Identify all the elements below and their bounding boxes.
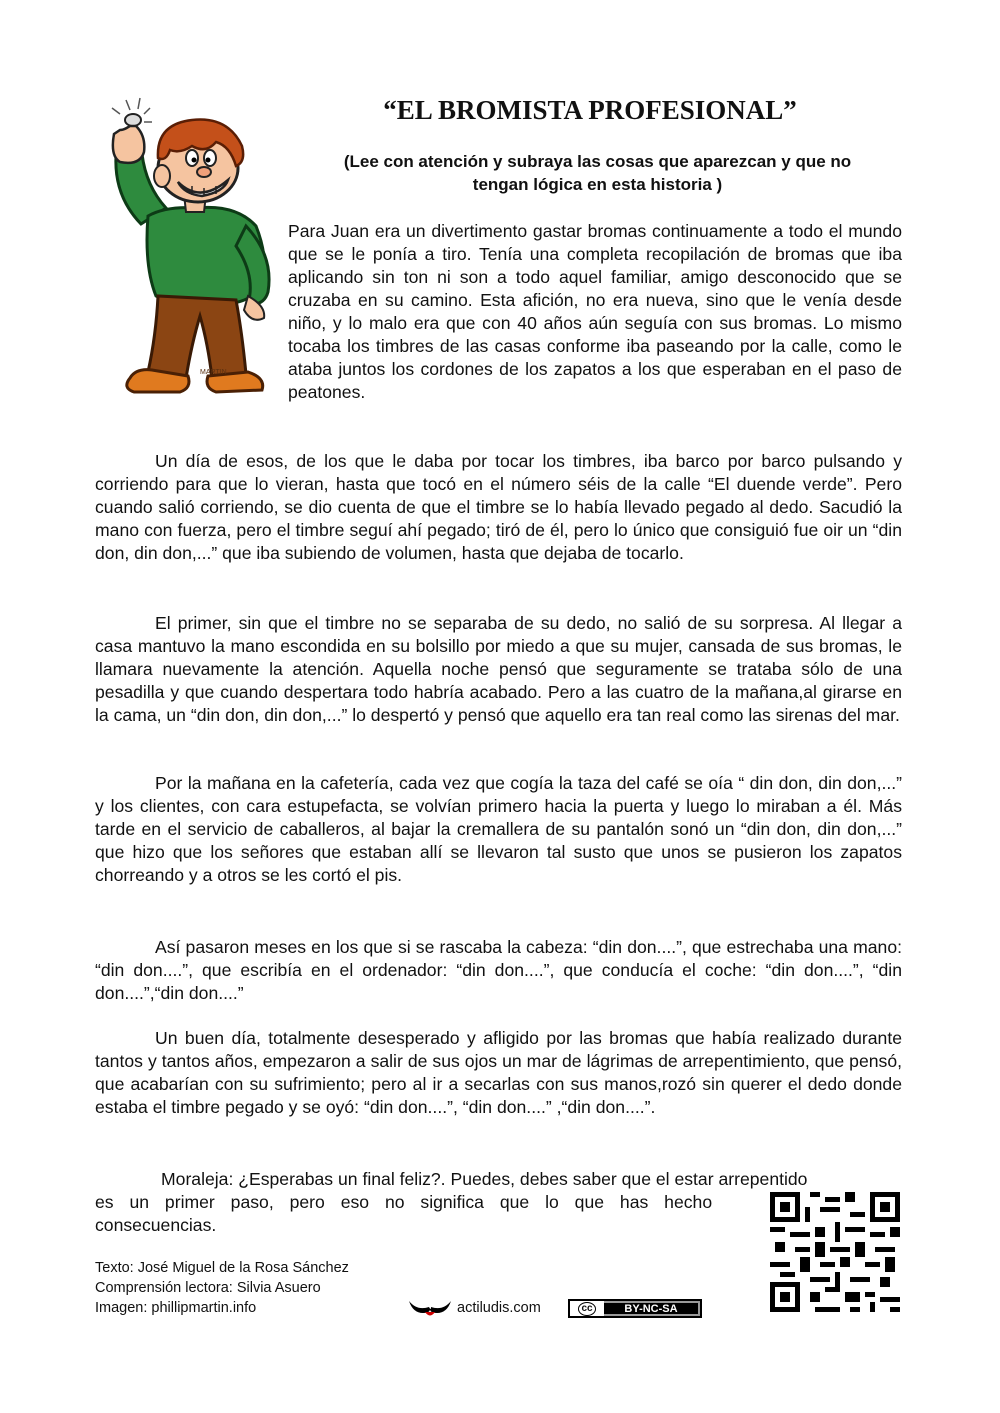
moral-line-3: consecuencias.: [95, 1215, 217, 1235]
instructions-line-2: tengan lógica en esta historia ): [472, 175, 723, 194]
actiludis-logo: [407, 1297, 541, 1319]
cc-symbol: cc: [578, 1302, 596, 1316]
site-name: actiludis.com: [457, 1300, 541, 1316]
credit-image: Imagen: phillipmartin.info: [95, 1300, 257, 1316]
instructions-line-1: (Lee con atención y subraya las cosas que aparezcan y que no: [343, 152, 852, 171]
moral-line-1: Moraleja: ¿Esperabas un final feliz?. Puedes, debes saber que el estar arrepentido: [161, 1169, 808, 1189]
cc-icon: [570, 1301, 604, 1316]
qr-code-icon: [770, 1192, 900, 1312]
story-paragraph-4: Por la mañana en la cafetería, cada vez que cogía la taza del café se oía “ din don, din don,...” y los clientes, con cara estupefacta, se volvían primero hacia la puerta y luego lo miraban a él. Más tarde en el servicio de caballeros, al bajar la cremallera de su pantalón sonó un “din don, din don,...” que hizo que los señores que estaban allí se llevaron tal susto que unos se pusieron los zapatos chorreando y a otros se les cortó el pis.: [95, 773, 902, 885]
story-paragraph-2: Un día de esos, de los que le daba por tocar los timbres, iba barco por barco pulsando y corriendo para que lo vieran, hasta que tocó en el número séis de la calle “El duende verde”. Pero cuando salió corriendo, se dio cuenta de que el timbre se lo había llevado pegado al dedo. Sacudió la mano con fuerza, pero el timbre seguí ahí pegado; tiró de él, pero lo único que consiguió fue oir un “din don, din don,...” que iba subiendo de volumen, hasta que dejaba de tocarlo.: [95, 451, 902, 563]
license-label: BY-NC-SA: [604, 1303, 698, 1314]
instructions: [290, 150, 905, 196]
story-paragraph-6: Un buen día, totalmente desesperado y afligido por las bromas que había realizado durante tantos y tantos años, empezaron a salir de sus ojos un mar de lágrimas de arrepentimiento, que pensó, que acabarían con su sufrimiento; pero al ir a secarlas con sus manos,rozó sin querer el dedo donde estaba el timbre pegado y se oyó: “din don....”, “din don....” ,“din don....”.: [95, 1028, 902, 1117]
boy-with-doorbell-finger-illustration: [96, 96, 286, 406]
credit-text-author: Texto: José Miguel de la Rosa Sánchez: [95, 1260, 349, 1276]
cc-license-badge: [568, 1299, 702, 1318]
illustration-signature: MARTIN: [200, 369, 227, 376]
moral-line-2: es un primer paso, pero eso no significa que lo que has hecho: [95, 1192, 713, 1212]
story-paragraph-5: Así pasaron meses en los que si se rascaba la cabeza: “din don....”, que estrechaba una mano: “din don....”, que escribía en el ordenador: “din don....”, que conducía el coche: “din don....”, “din don....”,“din don....”: [95, 937, 902, 1003]
credit-comprehension: Comprensión lectora: Silvia Asuero: [95, 1280, 321, 1296]
page-title: “EL BROMISTA PROFESIONAL”: [383, 95, 797, 125]
story-paragraph-3: El primer, sin que el timbre no se separaba de su dedo, no salió de su sorpresa. Al llegar a casa mantuvo la mano escondida en su bolsillo por miedo a que su mujer, cansada de sus bromas, le llamara nuevamente la atención. Aquella noche pensó que seguramente se trataba sólo de una pesadilla y que cuando despertara todo habría acabado. Pero a las cuatro de la mañana,al girarse en la cama, un “din don, din don,...” lo despertó y pensó que aquello era tan real como las sirenas del mar.: [95, 613, 902, 725]
story-paragraph-1: Para Juan era un divertimento gastar bromas continuamente a todo el mundo que se le ponía a tiro. Tenía una completa recopilación de bromas que iba aplicando sin ton ni son a todo aquel familiar, amigo desconocido que se cruzaba en su camino. Esta afición, no era nueva, sino que le venía desde niño, y lo malo era que con 40 años aún seguía con sus bromas. Lo mismo tocaba los timbres de las casas conforme iba paseando por la calle, como le ataba juntos los cordones de los zapatos a los que esperaban en el paso de peatones.: [288, 221, 902, 402]
credits: [95, 1258, 349, 1318]
mustache-icon: [407, 1297, 453, 1319]
